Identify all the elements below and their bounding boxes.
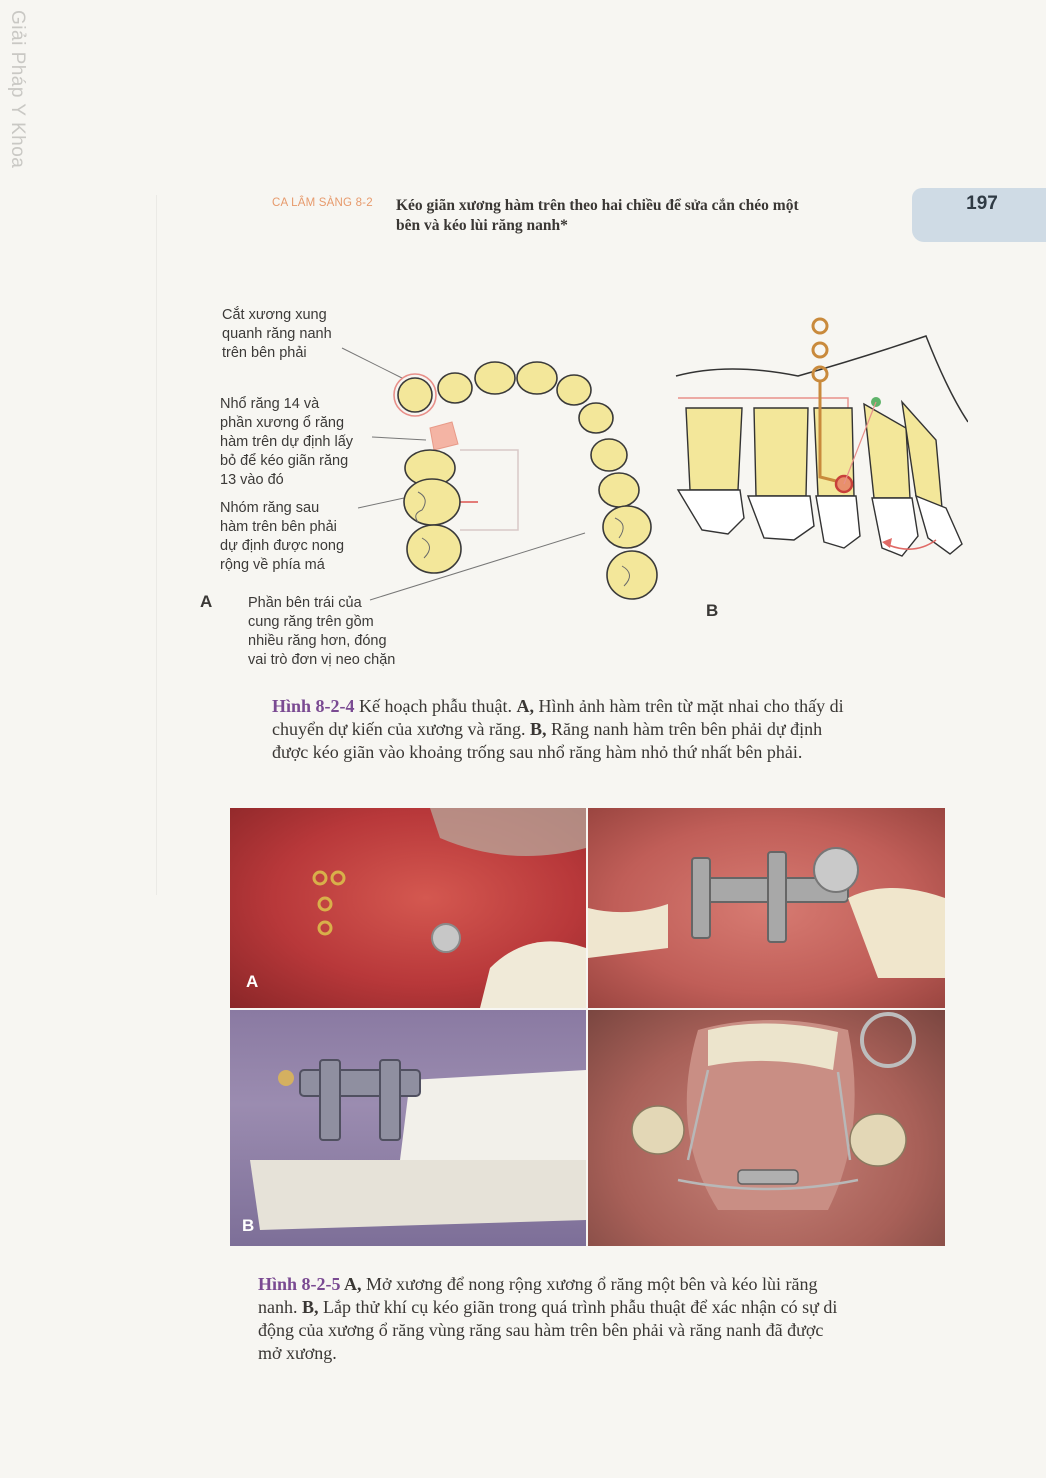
photo-b-right-art [588, 1010, 945, 1246]
anterior-teeth [480, 941, 586, 1008]
photo-b-right [588, 1010, 945, 1246]
crown-incisor [916, 496, 962, 554]
leader-osteotomy [342, 348, 402, 378]
leader-anchorage [370, 533, 585, 600]
crown-molar-2 [678, 490, 744, 534]
figure-4-caption-a-text: Hình ảnh hàm trên từ mặt nhai cho thấy di [533, 696, 844, 716]
label-extraction: Nhổ răng 14 và phần xương ổ răng hàm trên dự định lấy bỏ để kéo giãn răng 13 vào đó [220, 396, 354, 488]
running-title [396, 196, 896, 236]
figure-4-caption-line-2-text: chuyển dự kiến của xương và răng. [272, 719, 530, 739]
leader-posterior [358, 498, 404, 508]
photo-b-letter: B [242, 1216, 255, 1235]
figure-4-caption-line-1 [272, 695, 932, 718]
right-molar [850, 1114, 906, 1166]
mouth-retractor [862, 1014, 914, 1066]
running-title-line-2: bên và kéo lùi răng nanh* [396, 217, 568, 234]
lateral-view-diagram [668, 312, 968, 562]
figure-4-caption-line-3: được kéo giãn vào khoảng trống sau nhổ răng hàm nhỏ thứ nhất bên phải. [272, 742, 803, 762]
tooth-molar-1 [754, 408, 808, 496]
distractor-clamp-1 [692, 858, 710, 938]
figure-4-caption-intro: Kế hoạch phẫu thuật. [354, 696, 517, 716]
figure-5-caption [258, 1273, 938, 1365]
figure-4-caption-b: B, [529, 719, 547, 739]
photo-a-right-art [588, 808, 945, 1008]
canine-attachment [432, 924, 460, 952]
figure-5-caption-line-2 [258, 1296, 938, 1319]
tooth-canine [864, 404, 910, 498]
photo-b-left-art [230, 1010, 586, 1246]
margin-rule [156, 195, 157, 895]
label-posterior-segment: Nhóm răng sau hàm trên bên phải dự định được nong rộng về phía má [220, 500, 345, 573]
figure-5-caption-b: B, [302, 1297, 319, 1317]
crown-molar-1 [748, 496, 814, 540]
device-bar [300, 1070, 420, 1096]
figure-5-number: Hình 8-2-5 [258, 1274, 341, 1294]
canine-band [814, 848, 858, 892]
tooth-left-incisor-lateral [557, 375, 591, 405]
occlusal-arch-diagram [330, 330, 670, 630]
figure-5-caption-a: A, [340, 1274, 362, 1294]
screw-1 [813, 319, 827, 333]
figure-5-caption-line-3: động của xương ổ răng vùng răng sau hàm trên bên phải và răng nanh đã được [258, 1320, 824, 1340]
figure-5-caption-b-text: Lắp thử khí cụ kéo giãn trong quá trình phẫu thuật để xác nhận có sự di [318, 1297, 838, 1317]
figure-5-caption-line-2-start: nanh. [258, 1297, 302, 1317]
figure-4-caption-b-text: Răng nanh hàm trên bên phải dự định [546, 719, 823, 739]
figure-5-caption-line-1 [258, 1273, 938, 1296]
tooth-right-incisor-lateral [438, 373, 472, 403]
figure-4-caption [272, 695, 932, 764]
tooth-right-molar-1 [404, 479, 460, 525]
plate-screw-1 [314, 872, 326, 884]
tooth-left-molar-1 [603, 506, 651, 548]
photo-a-left-art [230, 808, 586, 1008]
tooth-right-incisor-central [475, 362, 515, 394]
figure-4-panel-b-letter: B [706, 601, 719, 620]
device-clamp-2 [380, 1060, 400, 1140]
screw-2 [813, 343, 827, 357]
retractor [430, 808, 586, 856]
tooth-left-canine [579, 403, 613, 433]
segment-outline [460, 450, 518, 530]
distractor-clamp-2 [768, 852, 786, 942]
figure-4-caption-a: A, [516, 696, 534, 716]
tooth-left-incisor-central [517, 362, 557, 394]
plate-screw-3 [319, 898, 331, 910]
figure-4-caption-line-2 [272, 718, 932, 741]
expansion-screw [738, 1170, 798, 1184]
tooth-molar-2 [686, 408, 742, 490]
tooth-surface [848, 888, 945, 978]
watermark-text: Giải Pháp Y Khoa [7, 10, 28, 169]
tooth-left-premolar-2 [599, 473, 639, 507]
photo-a-right [588, 808, 945, 1008]
photo-a-letter: A [246, 972, 259, 991]
tooth-left-molar-2 [607, 551, 657, 599]
crown-premolar [816, 496, 860, 548]
plate-screw-4 [319, 922, 331, 934]
photo-a-left [230, 808, 586, 1008]
figure-5-caption-a-text: Mở xương để nong rộng xương ổ răng một bên và kéo lùi răng [361, 1274, 818, 1294]
watermark [2, 10, 32, 200]
left-molar [632, 1106, 684, 1154]
tooth-left-premolar-1 [591, 439, 627, 471]
figure-5-caption-line-4: mở xương. [258, 1343, 337, 1363]
leader-extraction [372, 437, 426, 440]
plate-screw-2 [332, 872, 344, 884]
label-anchorage: Phần bên trái của cung răng trên gồm nhiều răng hơn, đóng vai trò đơn vị neo chặn [248, 595, 396, 668]
tooth-right-canine [398, 378, 432, 412]
figure-4-number: Hình 8-2-4 [272, 696, 355, 716]
photo-b-left [230, 1010, 586, 1246]
figure-4-panel-a-letter: A [200, 592, 213, 611]
posterior-teeth [588, 904, 668, 958]
label-osteotomy: Cắt xương xung quanh răng nanh trên bên phải [222, 307, 332, 361]
running-title-line-1: Kéo giãn xương hàm trên theo hai chiều để sửa cắn chéo một [396, 197, 799, 214]
device-clamp-1 [320, 1060, 340, 1140]
extraction-block [430, 422, 458, 450]
upper-incisors [400, 1070, 586, 1160]
lower-teeth [250, 1160, 586, 1230]
page-number: 197 [966, 193, 998, 214]
case-label: CA LÂM SÀNG 8-2 [272, 197, 373, 209]
anchor-screw [278, 1070, 294, 1086]
tooth-right-molar-2 [407, 525, 461, 573]
